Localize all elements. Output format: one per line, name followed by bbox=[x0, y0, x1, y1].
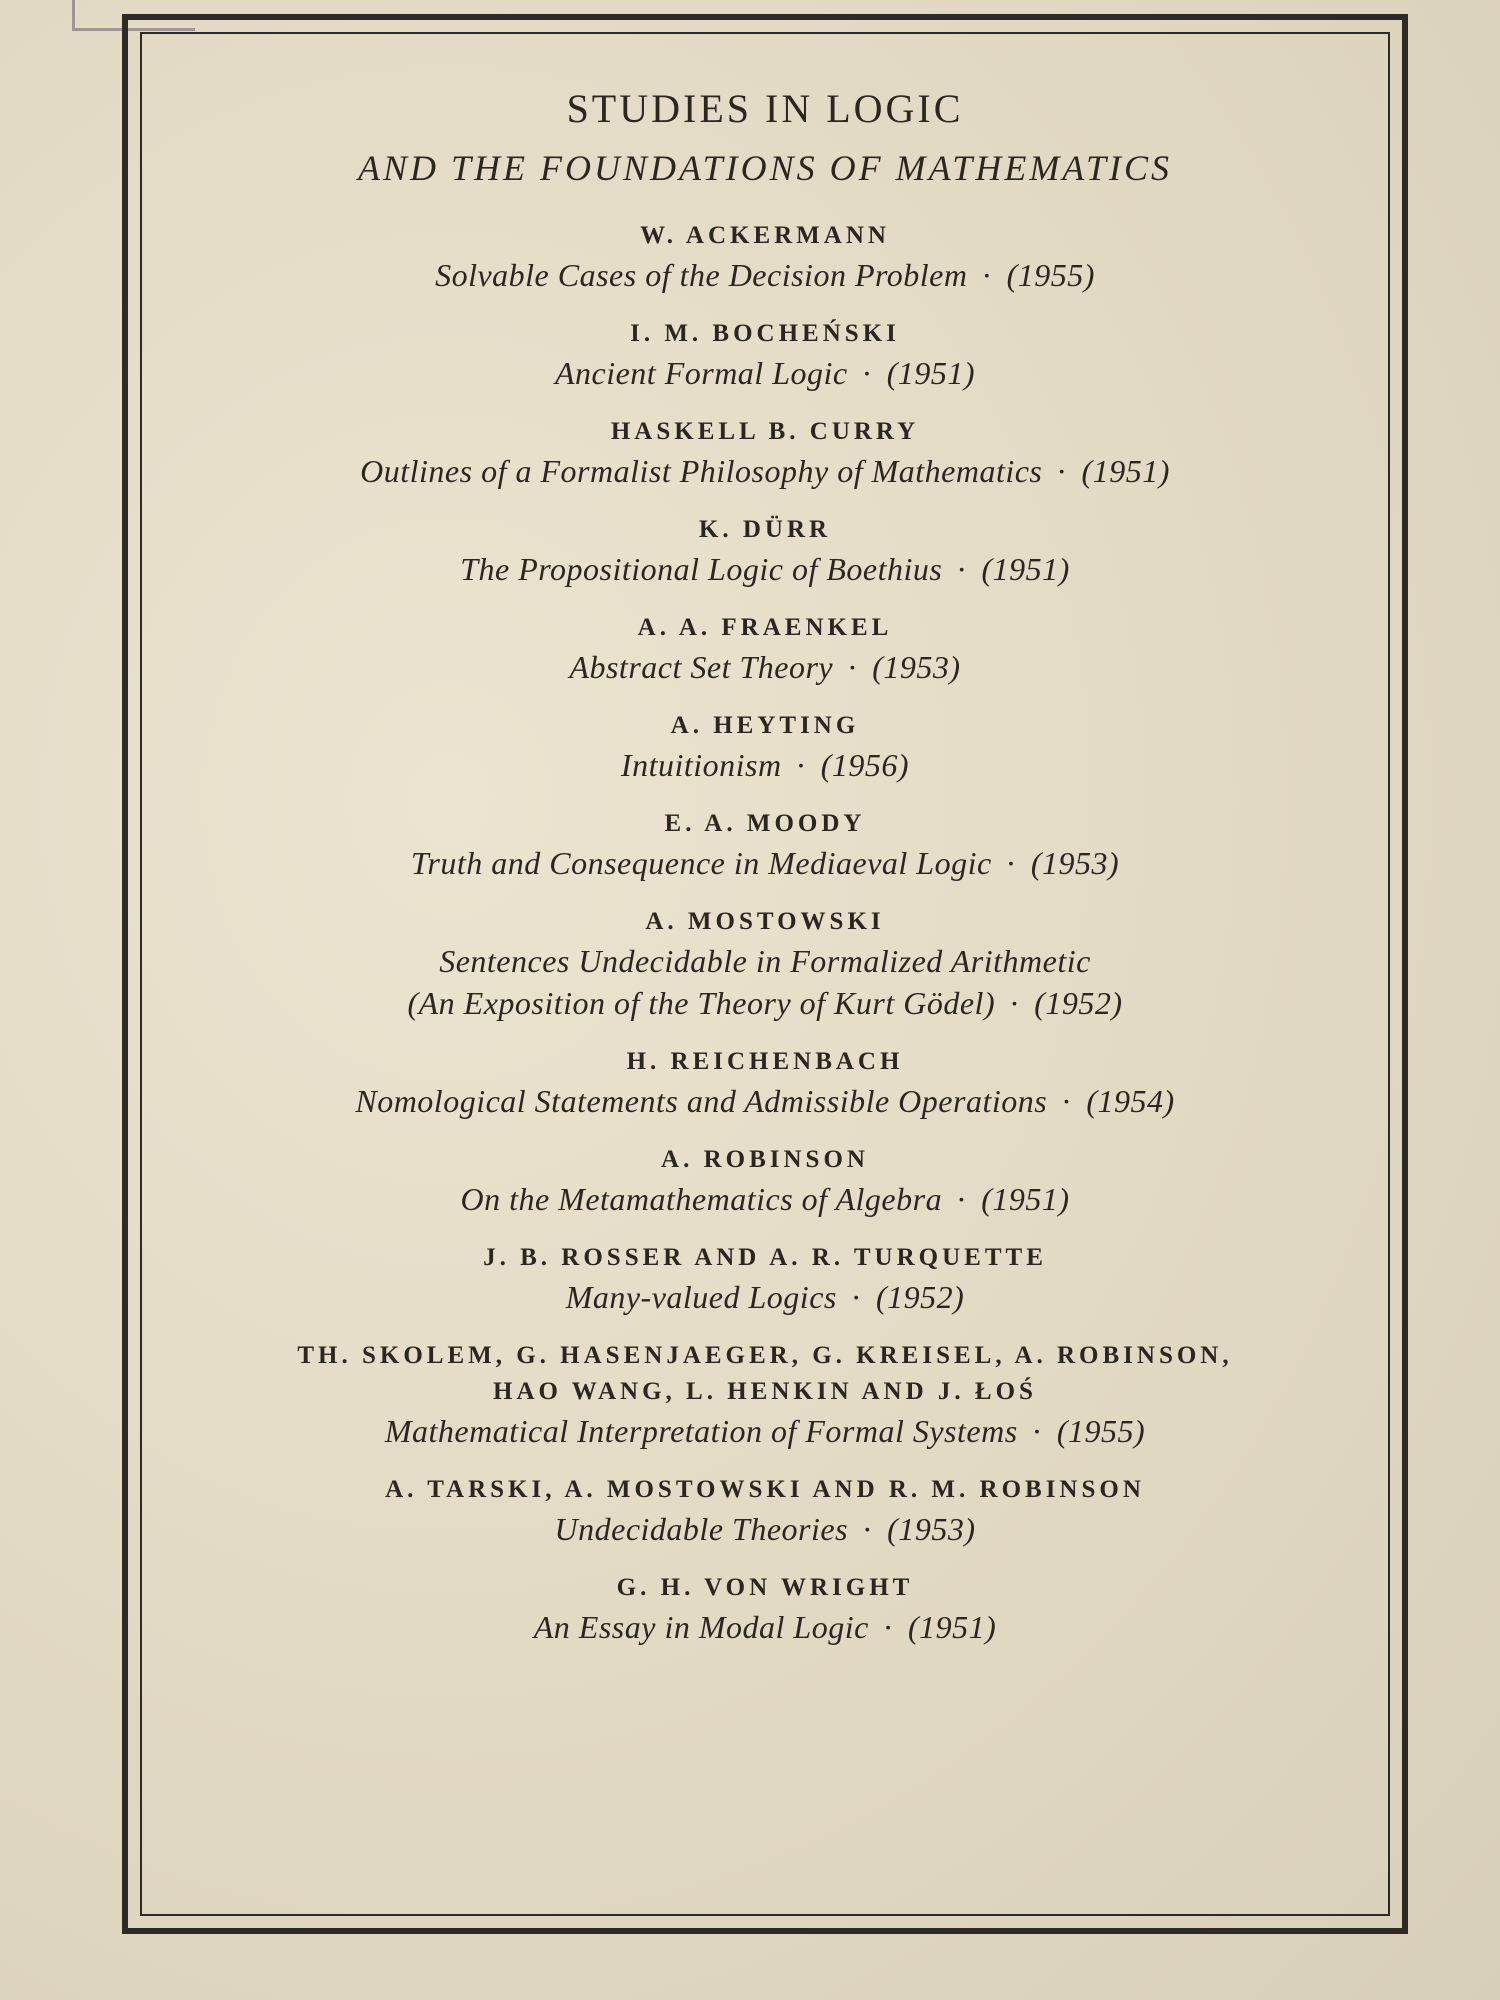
entry-year: (1955) bbox=[1056, 1413, 1146, 1449]
entry-author: TH. SKOLEM, G. HASENJAEGER, G. KREISEL, A. ROBINSON, bbox=[297, 1342, 1233, 1369]
book-entry bbox=[128, 1142, 1402, 1220]
entry-title: Many-valued Logics · (1952) bbox=[565, 1279, 965, 1315]
book-entry bbox=[128, 1240, 1402, 1318]
book-entry bbox=[128, 414, 1402, 492]
entry-year: (1956) bbox=[820, 747, 910, 783]
separator-dot: · bbox=[956, 551, 968, 587]
entry-author: A. TARSKI, A. MOSTOWSKI AND R. M. ROBINSON bbox=[385, 1476, 1145, 1503]
separator-dot: · bbox=[795, 747, 807, 783]
series-subtitle: AND THE FOUNDATIONS OF MATHEMATICS bbox=[358, 148, 1172, 188]
book-entry bbox=[128, 1044, 1402, 1122]
entry-author: H. REICHENBACH bbox=[626, 1048, 904, 1075]
separator-dot: · bbox=[1009, 985, 1021, 1021]
entry-year: (1951) bbox=[907, 1609, 997, 1645]
entry-author: G. H. VON WRIGHT bbox=[616, 1574, 914, 1601]
entry-year: (1951) bbox=[886, 355, 976, 391]
entry-author: A. A. FRAENKEL bbox=[637, 614, 893, 641]
entry-year: (1951) bbox=[981, 551, 1070, 587]
entry-title: An Essay in Modal Logic · (1951) bbox=[533, 1609, 997, 1645]
separator-dot: · bbox=[850, 1279, 862, 1315]
separator-dot: · bbox=[847, 649, 859, 685]
entry-author: K. DÜRR bbox=[698, 516, 832, 543]
entry-year: (1955) bbox=[1006, 257, 1095, 293]
separator-dot: · bbox=[882, 1609, 894, 1645]
book-entry bbox=[128, 1570, 1402, 1648]
book-entry bbox=[128, 904, 1402, 1024]
series-list bbox=[128, 86, 1402, 1668]
separator-dot: · bbox=[981, 257, 993, 293]
entry-title: Sentences Undecidable in Formalized Arithmetic bbox=[439, 943, 1091, 979]
separator-dot: · bbox=[861, 355, 873, 391]
book-entries bbox=[128, 218, 1402, 1648]
separator-dot: · bbox=[1056, 453, 1068, 489]
entry-title: Intuitionism · (1956) bbox=[620, 747, 910, 783]
book-entry bbox=[128, 610, 1402, 688]
series-title: STUDIES IN LOGIC bbox=[566, 86, 964, 131]
entry-title: (An Exposition of the Theory of Kurt Gödel) · (1952) bbox=[407, 985, 1123, 1021]
entry-author: I. M. BOCHEŃSKI bbox=[630, 320, 900, 347]
entry-title: The Propositional Logic of Boethius · (1951) bbox=[460, 551, 1070, 587]
entry-author: W. ACKERMANN bbox=[640, 222, 890, 249]
separator-dot: · bbox=[1031, 1413, 1043, 1449]
entry-year: (1953) bbox=[872, 649, 961, 685]
separator-dot: · bbox=[1061, 1083, 1073, 1119]
separator-dot: · bbox=[1005, 845, 1017, 881]
entry-year: (1954) bbox=[1086, 1083, 1175, 1119]
entry-author: A. ROBINSON bbox=[661, 1146, 869, 1173]
entry-year: (1953) bbox=[1030, 845, 1120, 881]
entry-year: (1951) bbox=[1081, 453, 1170, 489]
book-entry bbox=[128, 806, 1402, 884]
entry-title: Outlines of a Formalist Philosophy of Mathematics · (1951) bbox=[360, 453, 1170, 489]
entry-author: HASKELL B. CURRY bbox=[610, 418, 920, 445]
entry-author: A. HEYTING bbox=[670, 712, 860, 739]
entry-title: Ancient Formal Logic · (1951) bbox=[554, 355, 976, 391]
separator-dot: · bbox=[956, 1181, 968, 1217]
book-entry bbox=[128, 708, 1402, 786]
book-entry bbox=[128, 1338, 1402, 1452]
book-entry bbox=[128, 218, 1402, 296]
entry-author: HAO WANG, L. HENKIN AND J. ŁOŚ bbox=[493, 1378, 1037, 1405]
entry-title: Nomological Statements and Admissible Operations · (1954) bbox=[355, 1083, 1175, 1119]
entry-title: Abstract Set Theory · (1953) bbox=[569, 649, 961, 685]
page-border bbox=[122, 14, 1408, 1934]
entry-title: On the Metamathematics of Algebra · (1951) bbox=[460, 1181, 1070, 1217]
book-entry bbox=[128, 316, 1402, 394]
entry-title: Mathematical Interpretation of Formal Systems · (1955) bbox=[384, 1413, 1146, 1449]
separator-dot: · bbox=[862, 1511, 874, 1547]
entry-year: (1952) bbox=[1034, 985, 1123, 1021]
entry-author: A. MOSTOWSKI bbox=[645, 908, 885, 935]
entry-year: (1952) bbox=[876, 1279, 965, 1315]
entry-title: Solvable Cases of the Decision Problem · (1955) bbox=[435, 257, 1095, 293]
entry-title: Undecidable Theories · (1953) bbox=[554, 1511, 976, 1547]
entry-year: (1953) bbox=[887, 1511, 976, 1547]
entry-year: (1951) bbox=[981, 1181, 1070, 1217]
book-entry bbox=[128, 1472, 1402, 1550]
book-entry bbox=[128, 512, 1402, 590]
entry-title: Truth and Consequence in Mediaeval Logic · (1953) bbox=[410, 845, 1120, 881]
entry-author: J. B. ROSSER AND A. R. TURQUETTE bbox=[483, 1244, 1047, 1271]
entry-author: E. A. MOODY bbox=[664, 810, 866, 837]
